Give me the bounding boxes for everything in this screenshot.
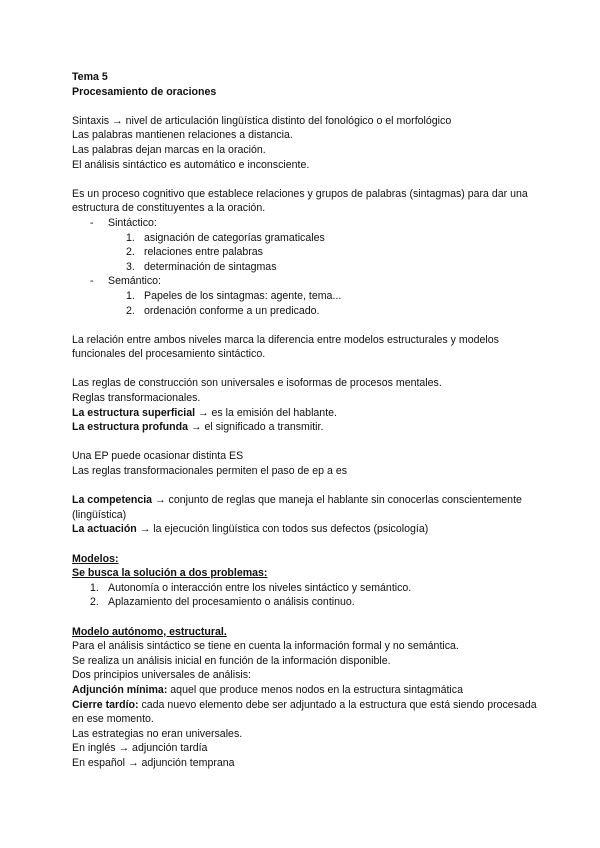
- performance-paragraph: [72, 522, 542, 537]
- models-item-text: Aplazamiento del procesamiento o análisis continuo.: [108, 596, 355, 609]
- competence-definition: → conjunto de reglas que maneja el hablante sin conocerlas conscientemente (lingüística): [72, 494, 522, 521]
- minimal-attachment-term: Adjunción mínima:: [72, 683, 168, 696]
- models-item: [72, 595, 542, 610]
- document-content: [72, 70, 542, 771]
- autonomous-line: Dos principios universales de análisis:: [72, 669, 252, 682]
- performance-term: La actuación: [72, 523, 137, 536]
- autonomous-tail-line: En inglés → adjunción tardía: [72, 742, 208, 755]
- deep-term: La estructura profunda: [72, 421, 188, 434]
- ep-line: Las reglas transformacionales permiten el paso de ep a es: [72, 465, 348, 478]
- deep-definition: → el significado a transmitir.: [187, 421, 324, 434]
- topic-number: Tema 5: [72, 71, 108, 83]
- syntactic-level: [72, 216, 542, 231]
- list-number: 1.: [90, 581, 99, 594]
- semantic-item-text: ordenación conforme a un predicado.: [144, 304, 320, 317]
- list-number: 2.: [126, 246, 135, 259]
- competence-term: La competencia: [72, 494, 153, 507]
- list-number: 3.: [126, 260, 135, 273]
- surface-definition: → es la emisión del hablante.: [195, 406, 337, 419]
- syntactic-item-text: relaciones entre palabras: [144, 246, 263, 259]
- list-number: 1.: [126, 289, 135, 302]
- autonomous-heading: Modelo autónomo, estructural.: [72, 625, 227, 638]
- deep-structure: [72, 420, 542, 435]
- surface-term: La estructura superficial: [72, 406, 196, 419]
- autonomous-tail-line: En español → adjunción temprana: [72, 756, 235, 769]
- semantic-item: [72, 304, 542, 319]
- models-item-text: Autonomía o interacción entre los niveles sintáctico y semántico.: [108, 581, 412, 594]
- autonomous-tail-line: Las estrategias no eran universales.: [72, 727, 243, 740]
- syntactic-item-text: asignación de categorías gramaticales: [144, 231, 325, 244]
- performance-definition: → la ejecución lingüística con todos sus defectos (psicología): [136, 523, 429, 536]
- semantic-item: [72, 289, 542, 304]
- list-number: 2.: [126, 304, 135, 317]
- syntactic-label: Sintáctico:: [108, 216, 157, 229]
- ep-line: Una EP puede ocasionar distinta ES: [72, 450, 244, 463]
- topic-title: Procesamiento de oraciones: [72, 85, 217, 98]
- rules-line: Las reglas de construcción son universales e isoformas de procesos mentales.: [72, 377, 442, 390]
- competence-paragraph: [72, 493, 542, 522]
- list-number: 2.: [90, 596, 99, 609]
- surface-structure: [72, 406, 542, 421]
- list-number: 1.: [126, 231, 135, 244]
- intro-line: Las palabras dejan marcas en la oración.: [72, 143, 266, 156]
- autonomous-line: Para el análisis sintáctico se tiene en cuenta la información formal y no semántica.: [72, 640, 459, 653]
- intro-line: Sintaxis → nivel de articulación lingüística distinto del fonológico o el morfológico: [72, 114, 452, 127]
- relation-paragraph: La relación entre ambos niveles marca la diferencia entre modelos estructurales y modelos funcionales del procesamiento sintáctico.: [72, 333, 499, 361]
- autonomous-line: Se realiza un análisis inicial en función de la información disponible.: [72, 654, 391, 667]
- intro-line: Las palabras mantienen relaciones a distancia.: [72, 129, 293, 142]
- intro-line: El análisis sintáctico es automático e inconsciente.: [72, 158, 310, 171]
- syntactic-item-text: determinación de sintagmas: [144, 260, 277, 273]
- rules-line: Reglas transformacionales.: [72, 392, 201, 405]
- syntactic-item: [72, 260, 542, 275]
- semantic-label: Semántico:: [108, 275, 161, 288]
- minimal-attachment: [72, 683, 542, 698]
- semantic-level: [72, 274, 542, 289]
- process-paragraph: Es un proceso cognitivo que establece relaciones y grupos de palabras (sintagmas) para dar una estructura de constituyentes a la oración.: [72, 187, 528, 215]
- late-closure-definition: cada nuevo elemento debe ser adjuntado a la estructura que está siendo procesada en ese momento.: [72, 698, 537, 726]
- minimal-attachment-definition: aquel que produce menos nodos en la estructura sintagmática: [167, 683, 463, 696]
- dash-bullet: -: [90, 275, 94, 288]
- models-subheading: Se busca la solución a dos problemas:: [72, 567, 268, 580]
- late-closure-term: Cierre tardío:: [72, 698, 139, 711]
- syntactic-item: [72, 231, 542, 246]
- syntactic-item: [72, 245, 542, 260]
- dash-bullet: -: [90, 216, 94, 229]
- models-item: [72, 581, 542, 596]
- late-closure: [72, 698, 542, 727]
- models-heading: Modelos:: [72, 552, 119, 565]
- semantic-item-text: Papeles de los sintagmas: agente, tema...: [144, 289, 342, 302]
